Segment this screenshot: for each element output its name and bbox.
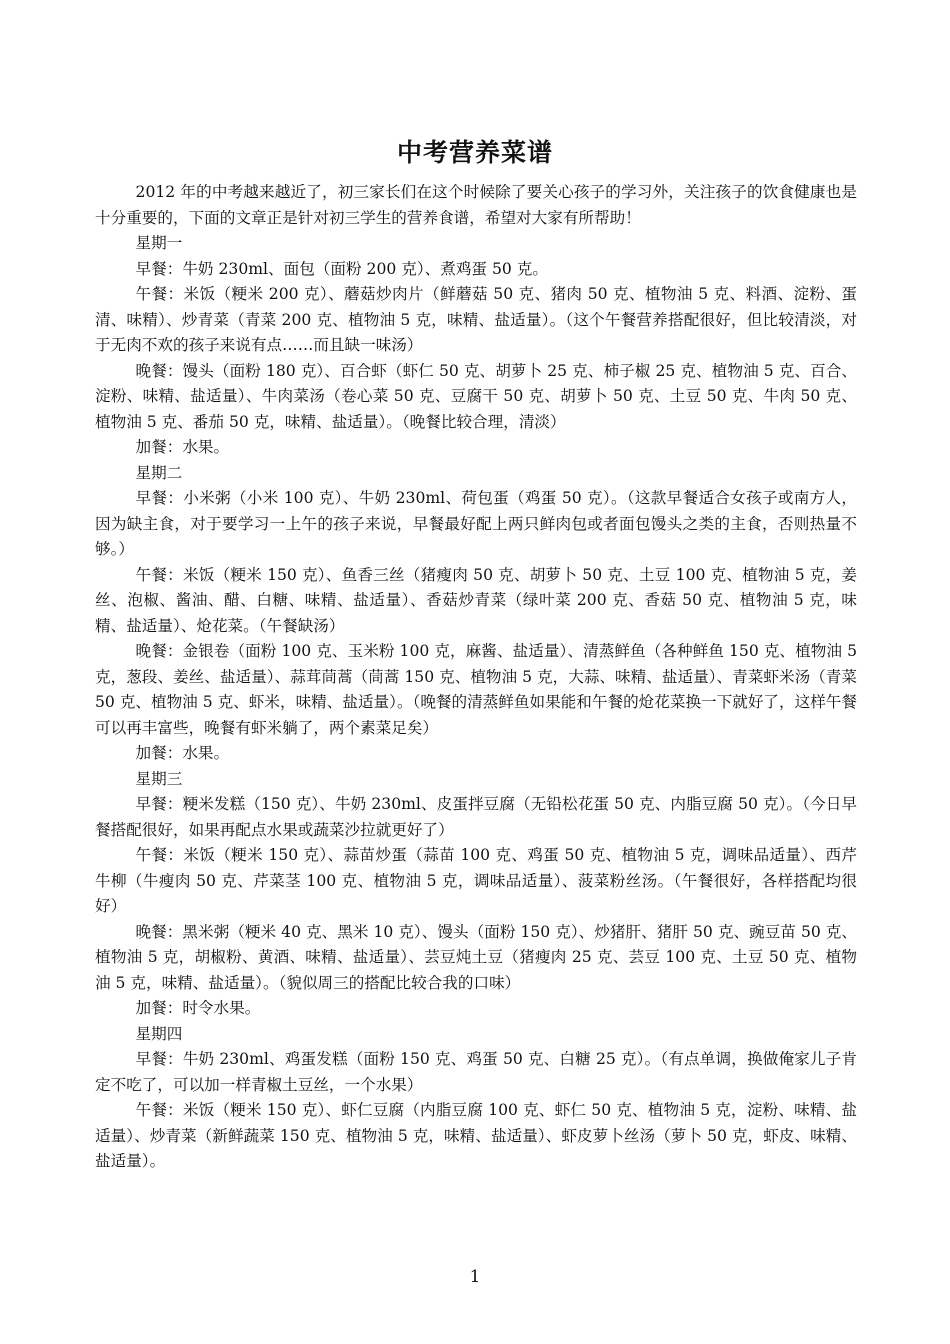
wednesday-snack: 加餐：时令水果。	[135, 999, 261, 1017]
monday-breakfast: 早餐：牛奶 230ml、面包（面粉 200 克）、煮鸡蛋 50 克。	[135, 259, 548, 278]
day-heading-monday: 星期一	[135, 234, 183, 252]
day-heading-thursday: 星期四	[135, 1024, 183, 1043]
intro-paragraph: 2012 年的中考越来越近了，初三家长们在这个时候除了要关心孩子的学习外，关注孩子的饮食健康也是十分重要的，下面的文章正是针对初三学生的营养食谱，希望对大家有所帮助！	[95, 183, 857, 227]
thursday-lunch: 午餐：米饭（粳米 150 克）、虾仁豆腐（内脂豆腐 100 克、虾仁 50 克、植物油 5 克，淀粉、味精、盐适量）、炒青菜（新鲜蔬菜 150 克、植物油 5 克，味精、盐适量）、虾皮萝卜丝汤（萝卜 50 克，虾皮、味精、盐适量）。	[95, 1101, 857, 1170]
day-heading-wednesday: 星期三	[135, 769, 183, 788]
document-title: 中考营养菜谱	[396, 138, 553, 167]
wednesday-breakfast: 早餐：粳米发糕（150 克）、牛奶 230ml、皮蛋拌豆腐（无铅松花蛋 50 克、内脂豆腐 50 克）。（今日早餐搭配很好，如果再配点水果或蔬菜沙拉就更好了）	[95, 795, 857, 839]
thursday-breakfast: 早餐：牛奶 230ml、鸡蛋发糕（面粉 150 克、鸡蛋 50 克、白糖 25 克）。（有点单调，换做俺家儿子肯定不吃了，可以加一样青椒土豆丝，一个水果）	[95, 1050, 857, 1094]
tuesday-breakfast: 早餐：小米粥（小米 100 克）、牛奶 230ml、荷包蛋（鸡蛋 50 克）。（这款早餐适合女孩子或南方人，因为缺主食，对于要学习一上午的孩子来说，早餐最好配上两只鲜肉包或者面包馒头之类的主食，否则热量不够。）	[95, 489, 857, 558]
wednesday-dinner: 晚餐：黑米粥（粳米 40 克、黑米 10 克）、馒头（面粉 150 克）、炒猪肝、猪肝 50 克、豌豆苗 50 克、植物油 5 克，胡椒粉、黄酒、味精、盐适量）、芸豆炖土豆（猪瘦肉 25 克、芸豆 100 克、土豆 50 克、植物油 5 克，味精、盐适量）。（貌似周三的搭配比较合我的口味）	[95, 922, 857, 992]
monday-dinner: 晚餐：馒头（面粉 180 克）、百合虾（虾仁 50 克、胡萝卜 25 克、柿子椒 25 克、植物油 5 克、百合、淀粉、味精、盐适量）、牛肉菜汤（卷心菜 50 克、豆腐干 50 克、胡萝卜 50 克、土豆 50 克、牛肉 50 克、植物油 5 克、番茄 50 克，味精、盐适量）。（晚餐比较合理，清淡）	[95, 361, 857, 431]
monday-lunch: 午餐：米饭（粳米 200 克）、蘑菇炒肉片（鲜蘑菇 50 克、猪肉 50 克、植物油 5 克、料酒、淀粉、蛋清、味精）、炒青菜（青菜 200 克、植物油 5 克，味精、盐适量）。（这个午餐营养搭配很好，但比较清淡，对于无肉不欢的孩子来说有点……而且缺一味汤）	[95, 285, 857, 354]
day-heading-tuesday: 星期二	[135, 463, 183, 482]
wednesday-lunch: 午餐：米饭（粳米 150 克）、蒜苗炒蛋（蒜苗 100 克、鸡蛋 50 克、植物油 5 克，调味品适量）、西芹牛柳（牛瘦肉 50 克、芹菜茎 100 克、植物油 5 克，调味品适量）、菠菜粉丝汤。（午餐很好，各样搭配均很好）	[95, 846, 857, 915]
page-number: 1	[469, 1267, 481, 1287]
monday-snack: 加餐：水果。	[135, 438, 230, 456]
tuesday-lunch: 午餐：米饭（粳米 150 克）、鱼香三丝（猪瘦肉 50 克、胡萝卜 50 克、土豆 100 克、植物油 5 克，姜丝、泡椒、酱油、醋、白糖、味精、盐适量）、香菇炒青菜（绿叶菜 200 克、香菇 50 克、植物油 5 克，味精、盐适量）、炝花菜。（午餐缺汤）	[95, 565, 858, 635]
document-body	[95, 180, 857, 1175]
tuesday-dinner: 晚餐：金银卷（面粉 100 克、玉米粉 100 克，麻酱、盐适量）、清蒸鲜鱼（各种鲜鱼 150 克、植物油 5 克，葱段、姜丝、盐适量）、蒜茸茼蒿（茼蒿 150 克、植物油 5 克，大蒜、味精、盐适量）、青菜虾米汤（青菜 50 克、植物油 5 克、虾米，味精、盐适量）。（晚餐的清蒸鲜鱼如果能和午餐的炝花菜换一下就好了，这样午餐可以再丰富些，晚餐有虾米躺了，两个素菜足矣）	[95, 642, 857, 737]
tuesday-snack: 加餐：水果。	[135, 744, 230, 762]
